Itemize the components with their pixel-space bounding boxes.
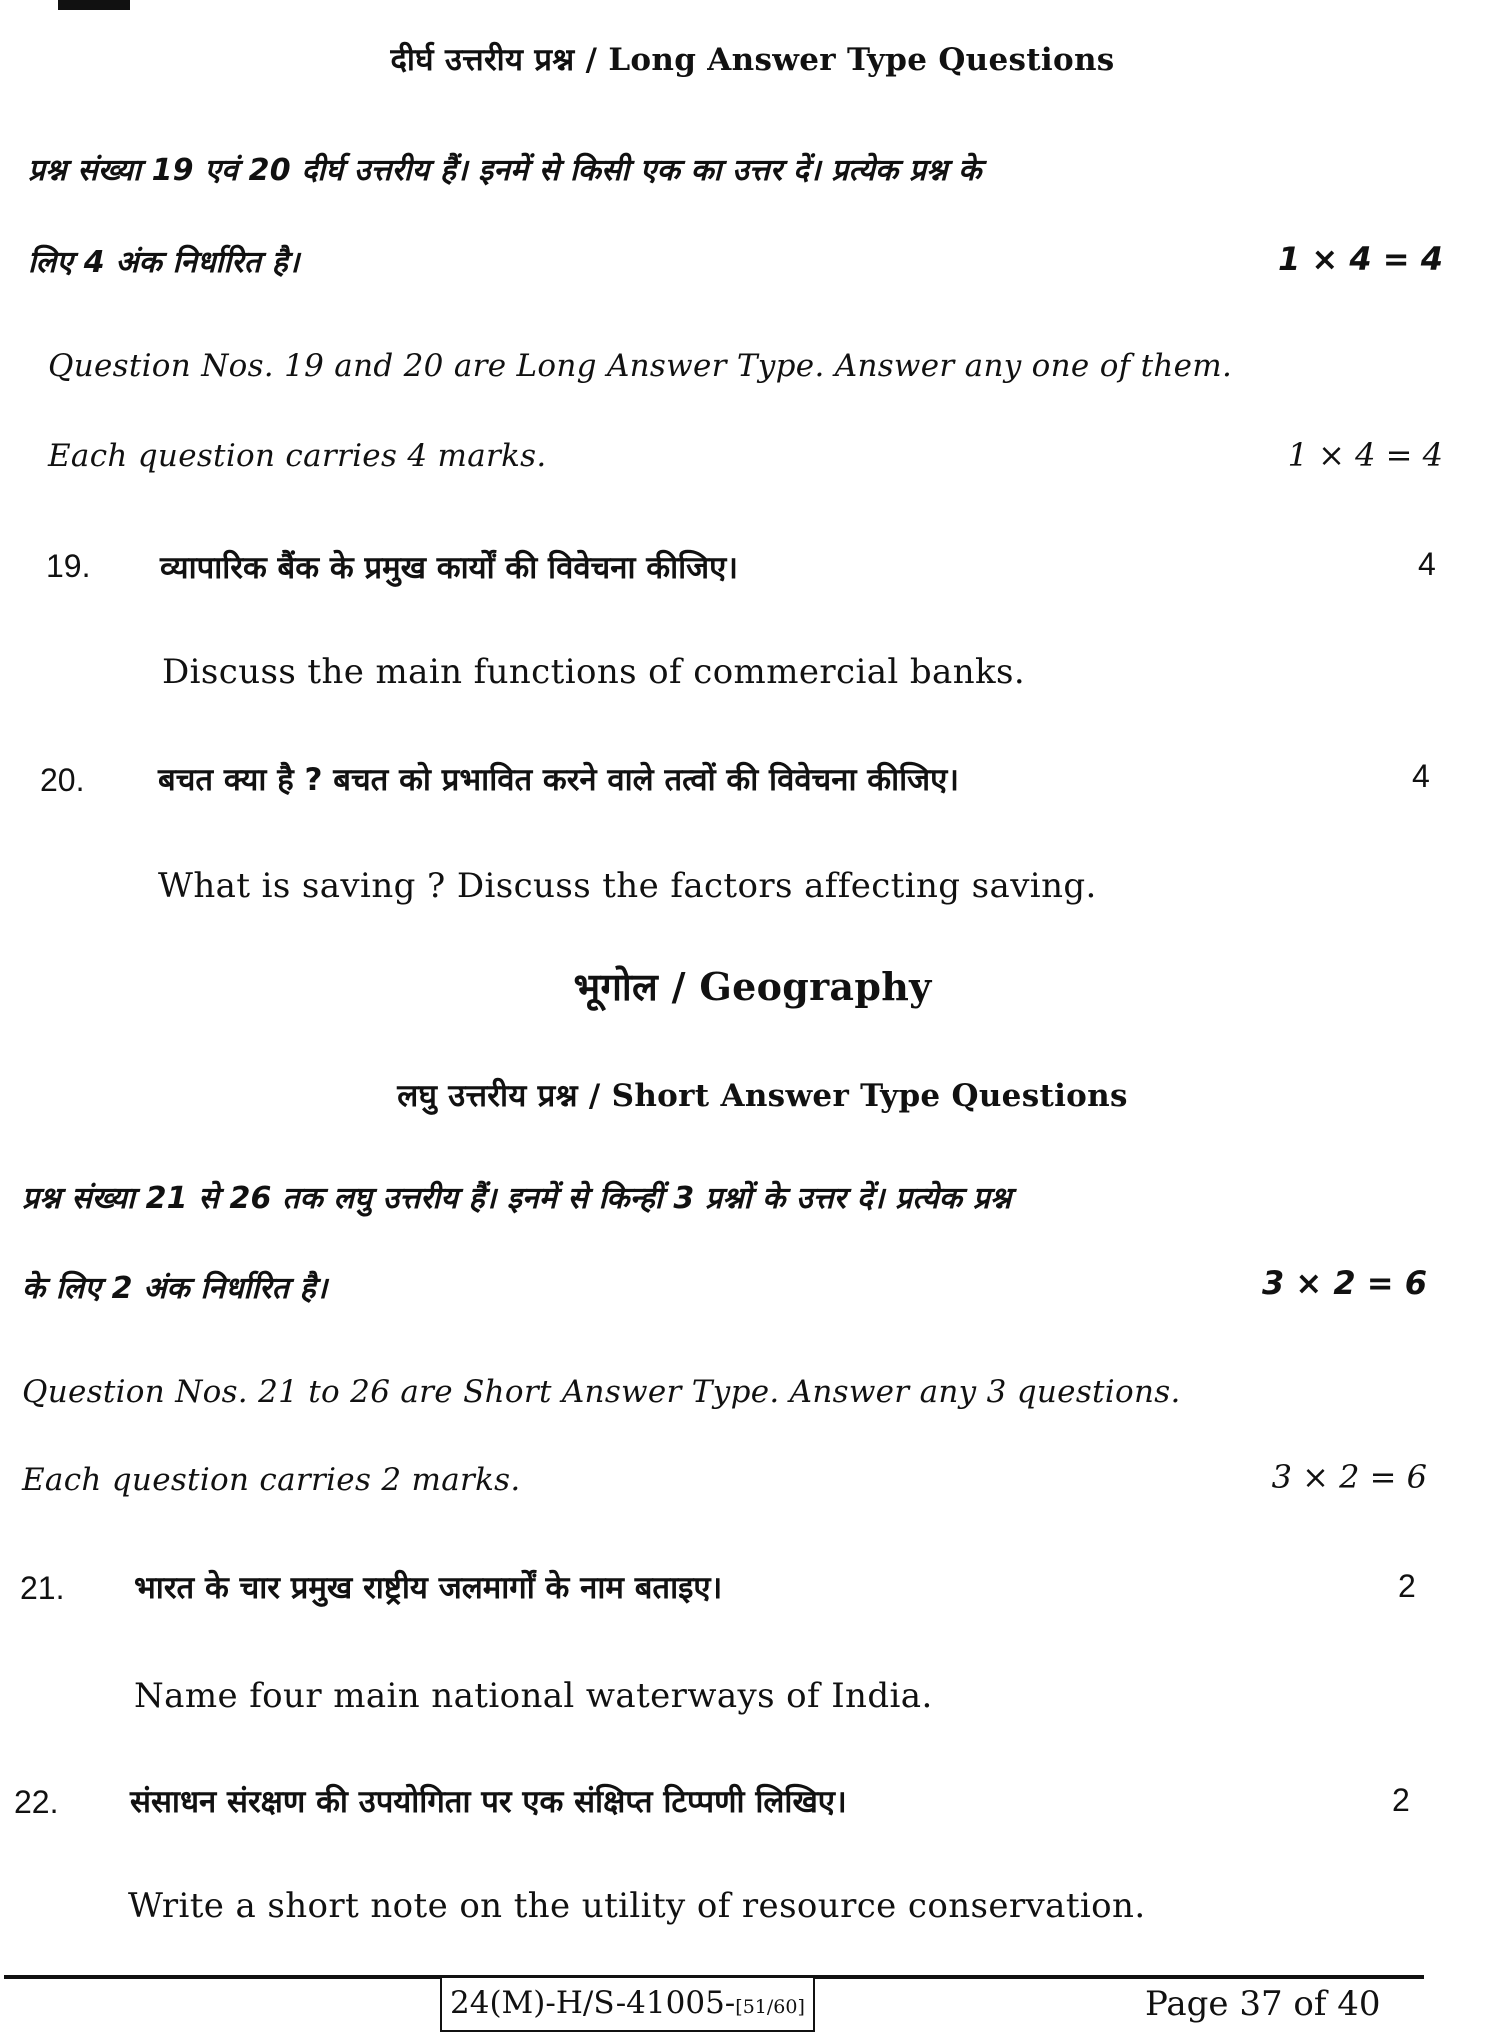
short-answer-instruction-english-line2: Each question carries 2 marks. xyxy=(22,1462,521,1498)
page-corner-mark xyxy=(58,0,130,10)
long-answer-marks-english: 1 × 4 = 4 xyxy=(1287,436,1443,474)
question-marks: 4 xyxy=(1418,546,1436,582)
question-number: 22. xyxy=(14,1784,59,1820)
short-answer-instruction-hindi-line1: प्रश्न संख्या 21 से 26 तक लघु उत्तरीय हैं। इनमें से किन्हीं 3 प्रश्नों के उत्तर दें। प्रत्येक प्रश्न xyxy=(22,1181,1012,1216)
question-text-hindi: संसाधन संरक्षण की उपयोगिता पर एक संक्षिप्त टिप्पणी लिखिए। xyxy=(130,1784,847,1820)
question-text-english: Write a short note on the utility of resource conservation. xyxy=(128,1886,1146,1926)
question-marks: 4 xyxy=(1412,758,1430,794)
question-marks: 2 xyxy=(1392,1782,1410,1818)
question-number: 19. xyxy=(46,548,91,584)
short-answer-instruction-english-line1: Question Nos. 21 to 26 are Short Answer Type. Answer any 3 questions. xyxy=(22,1374,1181,1410)
long-answer-instruction-hindi-line1: प्रश्न संख्या 19 एवं 20 दीर्घ उत्तरीय हैं। इनमें से किसी एक का उत्तर दें। प्रत्येक प्रश्न के xyxy=(28,153,982,188)
question-text-english: Name four main national waterways of India. xyxy=(134,1676,933,1716)
short-answer-marks-hindi: 3 × 2 = 6 xyxy=(1262,1264,1427,1302)
short-answer-instruction-hindi-line2: के लिए 2 अंक निर्धारित है। xyxy=(22,1271,328,1306)
question-number: 20. xyxy=(40,762,85,798)
long-answer-instruction-hindi-line2: लिए 4 अंक निर्धारित है। xyxy=(28,245,300,280)
geography-subject-heading: भूगोल / Geography xyxy=(573,964,932,1009)
long-answer-marks-hindi: 1 × 4 = 4 xyxy=(1278,240,1443,278)
question-text-hindi: व्यापारिक बैंक के प्रमुख कार्यों की विवेचना कीजिए। xyxy=(160,550,739,586)
paper-code: 24(M)-H/S-41005- xyxy=(450,1985,736,2021)
long-answer-instruction-english-line1: Question Nos. 19 and 20 are Long Answer Type. Answer any one of them. xyxy=(48,348,1233,384)
paper-code-suffix: [51/60] xyxy=(735,1996,805,2018)
question-marks: 2 xyxy=(1398,1568,1416,1604)
long-answer-instruction-english-line2: Each question carries 4 marks. xyxy=(48,438,547,474)
short-answer-marks-english: 3 × 2 = 6 xyxy=(1271,1458,1427,1496)
short-answer-section-heading: लघु उत्तरीय प्रश्न / Short Answer Type Questions xyxy=(397,1078,1128,1114)
question-text-hindi: बचत क्या है ? बचत को प्रभावित करने वाले तत्वों की विवेचना कीजिए। xyxy=(158,762,960,798)
question-number: 21. xyxy=(20,1570,65,1606)
question-text-english: Discuss the main functions of commercial banks. xyxy=(162,652,1026,692)
long-answer-section-heading: दीर्घ उत्तरीय प्रश्न / Long Answer Type Questions xyxy=(390,42,1115,78)
paper-code-box xyxy=(440,1978,815,2032)
question-text-hindi: भारत के चार प्रमुख राष्ट्रीय जलमार्गों के नाम बताइए। xyxy=(134,1570,723,1606)
page-number: Page 37 of 40 xyxy=(1145,1984,1381,2024)
question-text-english: What is saving ? Discuss the factors affecting saving. xyxy=(158,866,1097,906)
